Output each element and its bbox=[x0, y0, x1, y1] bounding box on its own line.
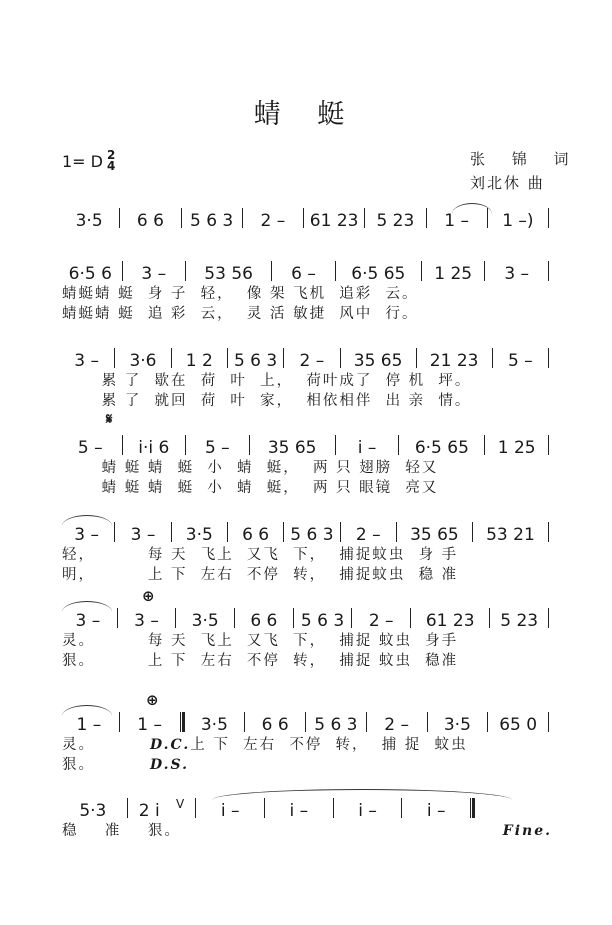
measure: i – bbox=[426, 801, 446, 821]
measure: 2 – bbox=[384, 715, 409, 735]
measure: 2 – bbox=[260, 211, 286, 231]
measure: i – bbox=[220, 801, 240, 821]
measure: 6·5 65 bbox=[414, 438, 469, 458]
measure: 1 – bbox=[76, 715, 102, 735]
measure: 5 – bbox=[507, 351, 533, 371]
measure: i – bbox=[358, 801, 377, 821]
measure: i – bbox=[357, 438, 377, 458]
composer-credit: 刘北休 曲 bbox=[470, 174, 545, 192]
measure: 53 56 bbox=[204, 264, 253, 284]
measure: 3 – bbox=[134, 611, 159, 631]
measure: 5 6 3 bbox=[314, 715, 358, 735]
measure: 6 6 bbox=[250, 611, 278, 631]
key-signature bbox=[62, 150, 115, 172]
credits bbox=[470, 147, 580, 195]
measure: 5 6 3 bbox=[189, 211, 234, 231]
measure: 3 – bbox=[504, 264, 530, 284]
measure: 2 i V bbox=[138, 797, 185, 821]
measure: 65 0 bbox=[499, 715, 538, 735]
lyric-verse-2: 明， 上 下 左右 不停 转， 捕捉蚊虫 稳 准 bbox=[62, 567, 459, 583]
measure: 1 –) bbox=[502, 211, 534, 231]
score-system-5 bbox=[62, 519, 552, 585]
measure: i – bbox=[289, 801, 309, 821]
score-system-4 bbox=[62, 410, 552, 498]
song-title: 蜻 蜓 bbox=[253, 99, 359, 130]
key-label: 1= D bbox=[62, 151, 103, 171]
lyric-verse-2: 蜻 蜓 蜻 蜓 小 蜻 蜓， 两 只 眼镜 亮又 bbox=[62, 480, 439, 496]
measure: 6 6 bbox=[261, 715, 289, 735]
score-system-6 bbox=[62, 587, 552, 671]
measure: 5 6 3 bbox=[290, 525, 334, 545]
fine-marking: Fine. bbox=[502, 823, 552, 839]
measure: 3 – bbox=[130, 525, 156, 545]
breath-mark: V bbox=[176, 797, 185, 811]
measure: 3·5 bbox=[443, 715, 471, 735]
lyric-verse-1: 灵。 每 天 飞上 又飞 下， 捕捉 蚊虫 身手 bbox=[62, 633, 459, 649]
measure: 5 6 3 bbox=[233, 351, 278, 371]
score-system-2 bbox=[62, 258, 552, 324]
score-system-7 bbox=[62, 691, 552, 775]
score-system-3 bbox=[62, 345, 552, 411]
measure: 5 23 bbox=[376, 211, 415, 231]
staff-line bbox=[62, 345, 552, 371]
ds-marking: D.S. bbox=[150, 757, 190, 773]
lyric-verse-1: 灵。 D.C. 上 下 左右 不停 转， 捕 捉 蚊虫 bbox=[62, 735, 552, 755]
measure: 6 – bbox=[291, 264, 316, 284]
measure: 3·5 bbox=[185, 525, 213, 545]
measure: 6 6 bbox=[136, 211, 164, 231]
staff-line bbox=[62, 709, 552, 735]
measure: 35 65 bbox=[410, 525, 459, 545]
measure: 1 2 bbox=[185, 351, 213, 371]
measure: 53 21 bbox=[486, 525, 535, 545]
measure: 1 – bbox=[444, 211, 469, 231]
staff-line bbox=[62, 795, 552, 821]
measure: 3 – bbox=[75, 611, 101, 631]
time-signature: 2 4 bbox=[107, 148, 116, 173]
measure: 61 23 bbox=[309, 211, 359, 231]
staff-line bbox=[62, 605, 552, 631]
measure: 3·5 bbox=[191, 611, 219, 631]
measure: 5 23 bbox=[500, 611, 539, 631]
lyric-verse-2: 蜻蜓蜻 蜓 追 彩 云， 灵 活 敏捷 风中 行。 bbox=[62, 306, 419, 322]
lyric-verse-2: 累 了 就回 荷 叶 家， 相依相伴 出 亲 情。 bbox=[62, 393, 472, 409]
measure: 1 25 bbox=[434, 264, 473, 284]
lyric-verse-1: 稳 准 狠。 Fine. bbox=[62, 823, 552, 839]
segno-sign: 𝄋 bbox=[106, 410, 113, 428]
lyric-verse-2: 狠。 上 下 左右 不停 转， 捕捉 蚊虫 稳准 bbox=[62, 653, 459, 669]
measure: 1 – bbox=[137, 715, 162, 735]
measure: 3 – bbox=[74, 525, 100, 545]
measure: 35 65 bbox=[353, 351, 403, 371]
lyric-verse-1: 轻， 每 天 飞上 又飞 下， 捕捉蚊虫 身 手 bbox=[62, 547, 459, 563]
score-system-8 bbox=[62, 795, 552, 841]
measure: 3 – bbox=[74, 351, 100, 371]
score-system-1 bbox=[62, 205, 552, 231]
measure: 2 – bbox=[355, 525, 381, 545]
measure: i·i 6 bbox=[138, 438, 170, 458]
measure: 5 6 3 bbox=[300, 611, 345, 631]
measure: 6·5 6 bbox=[68, 264, 112, 284]
measure: 6 6 bbox=[242, 525, 270, 545]
lyric-verse-1: 蜻 蜓 蜻 蜓 小 蜻 蜓， 两 只 翅膀 轻又 bbox=[62, 460, 439, 476]
coda-sign: ⊕ bbox=[146, 691, 159, 709]
staff-line bbox=[62, 258, 552, 284]
measure: 21 23 bbox=[429, 351, 479, 371]
measure: 61 23 bbox=[425, 611, 475, 631]
staff-line bbox=[62, 519, 552, 545]
coda-sign: ⊕ bbox=[142, 587, 155, 605]
measure: 3·5 bbox=[200, 715, 228, 735]
measure: 1 25 bbox=[497, 438, 536, 458]
spacer bbox=[478, 795, 552, 821]
measure: 3 – bbox=[141, 264, 167, 284]
measure: 5·3 bbox=[79, 801, 107, 821]
measure: 5 – bbox=[204, 438, 230, 458]
measure: 5 – bbox=[77, 438, 103, 458]
measure: 2 – bbox=[299, 351, 325, 371]
lyric-after-dc: 上 下 左右 不停 转， 捕 捉 蚊虫 bbox=[190, 737, 468, 753]
lyric-verse-1: 累 了 歇在 荷 叶 上， 荷叶成了 停 机 坪。 bbox=[62, 373, 472, 389]
staff-line bbox=[62, 432, 552, 458]
measure: 3·5 bbox=[75, 211, 103, 231]
dc-marking: D.C. bbox=[150, 737, 191, 753]
measure: 3·6 bbox=[129, 351, 157, 371]
lyric-verse-1: 蜻蜓蜻 蜓 身 子 轻， 像 架 飞机 追彩 云。 bbox=[62, 286, 419, 302]
measure: 2 – bbox=[368, 611, 394, 631]
lyric-verse-2: 狠。 D.S. bbox=[62, 755, 552, 775]
lyricist-credit: 张 锦 词 bbox=[470, 150, 580, 168]
measure: 35 65 bbox=[267, 438, 317, 458]
measure: 6·5 65 bbox=[351, 264, 406, 284]
